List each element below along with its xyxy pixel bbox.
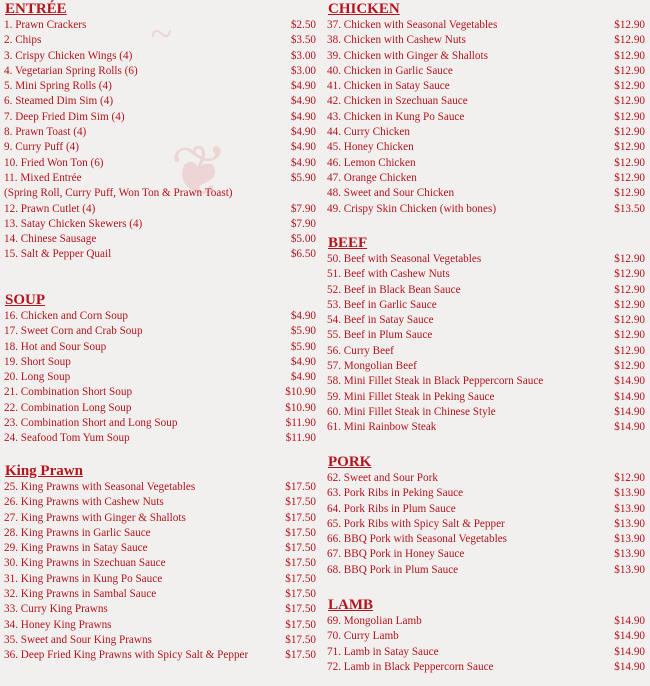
menu-item [4,125,316,140]
menu-item [327,471,645,486]
menu-item-name: 32. King Prawns in Sambal Sauce [4,588,157,601]
menu-item [327,486,645,501]
section-heading: PORK [328,454,372,470]
menu-item [327,502,645,517]
menu-item-price: $13.90 [614,487,645,500]
menu-item-name: 29. King Prawns in Satay Sauce [4,542,148,555]
menu-item-price [312,186,316,201]
menu-item-price: $12.90 [614,253,645,265]
menu-item [4,140,316,155]
menu-item-price: $4.90 [290,355,316,368]
menu-item-name: 58. Mini Fillet Steak in Black Peppercorn Sauce [327,375,544,388]
menu-item-price: $14.90 [614,421,645,434]
menu-item-name: 47. Orange Chicken [327,171,417,184]
menu-item-price: $14.90 [614,615,645,627]
menu-item-price: $12.90 [614,141,645,154]
menu-item-price: $17.50 [285,511,316,524]
menu-item [4,480,316,495]
menu-item [4,511,316,526]
section-heading: BEEF [328,235,368,251]
menu-item-price: $17.50 [285,633,316,646]
menu-item-name: 27. King Prawns with Ginger & Shallots [4,511,186,524]
menu-item [4,171,316,186]
menu-item-price: $12.90 [614,126,645,139]
menu-item [4,431,316,446]
menu-item [4,587,316,602]
menu-item [327,313,645,328]
menu-item [4,232,316,247]
menu-item-price: $17.50 [285,618,316,631]
menu-item-price: $4.90 [290,310,316,322]
menu-item [327,547,645,562]
menu-item-name: 34. Honey King Prawns [4,618,112,631]
section-heading: LAMB [328,597,373,613]
menu-item [4,633,316,648]
menu-item-name: 22. Combination Long Soup [4,401,132,414]
menu-item-name: 67. BBQ Pork in Honey Sauce [327,548,465,561]
menu-item-name: 23. Combination Short and Long Soup [4,417,178,430]
menu-item-name: 8. Prawn Toast (4) [4,126,87,139]
menu-item [4,526,316,541]
menu-item-name: 30. King Prawns in Szechuan Sauce [4,557,166,570]
menu-item-price: $12.90 [614,329,645,342]
menu-item-price: $12.90 [614,283,645,296]
menu-item-price: $4.90 [290,110,316,123]
menu-item-name: 51. Beef with Cashew Nuts [327,268,450,281]
menu-item [4,18,316,33]
menu-item [327,390,645,405]
menu-item-price: $14.90 [614,630,645,643]
menu-item-price: $14.90 [614,660,645,673]
menu-item-price: $14.90 [614,375,645,388]
menu-item [327,18,645,33]
menu-item [4,79,316,94]
watermark-script: ~ [150,11,172,56]
menu-item-price: $10.90 [285,401,316,414]
menu-item [327,252,645,267]
menu-item-name: 35. Sweet and Sour King Prawns [4,633,152,646]
menu-item [327,645,645,660]
menu-item [4,94,316,109]
menu-item-name: 1. Prawn Crackers [4,19,87,31]
menu-item-name: 37. Chicken with Seasonal Vegetables [327,19,498,31]
menu-item-price: $14.90 [614,405,645,418]
menu-item-name: 33. Curry King Prawns [4,603,108,616]
menu-item-price: $13.50 [614,202,645,215]
menu-item-name: 19. Short Soup [4,355,71,368]
section-heading: CHICKEN [328,1,400,17]
menu-item-name: (Spring Roll, Curry Puff, Won Ton & Prawn Toast) [4,187,233,200]
menu-item [4,49,316,64]
section-heading: ENTRÉE [5,1,67,17]
menu-item-price: $12.90 [614,187,645,200]
menu-item [327,267,645,282]
menu-item-name: 17. Sweet Corn and Crab Soup [4,325,143,338]
menu-item-price: $6.50 [290,248,316,261]
menu-item-price: $12.90 [614,314,645,327]
menu-item-name: 39. Chicken with Ginger & Shallots [327,49,488,62]
menu-item-name: 5. Mini Spring Rolls (4) [4,80,112,93]
menu-item-name: 50. Beef with Seasonal Vegetables [327,253,482,265]
menu-item-price: $13.90 [614,517,645,530]
menu-item-name: 53. Beef in Garlic Sauce [327,298,437,311]
menu-item-name: 43. Chicken in Kung Po Sauce [327,110,465,123]
menu-item [327,110,645,125]
menu-item [4,541,316,556]
menu-item [4,416,316,431]
menu-item [327,405,645,420]
menu-item [327,33,645,48]
menu-item-name: 28. King Prawns in Garlic Sauce [4,526,151,539]
menu-item [327,94,645,109]
menu-item [327,49,645,64]
menu-item-price: $17.50 [285,649,316,662]
menu-item-name: 18. Hot and Sour Soup [4,340,107,353]
menu-item-name: 4. Vegetarian Spring Rolls (6) [4,64,138,77]
menu-item-name: 3. Crispy Chicken Wings (4) [4,49,133,62]
menu-item-name: 15. Salt & Pepper Quail [4,248,112,261]
menu-item-price: $17.50 [285,542,316,555]
menu-item-price: $13.90 [614,563,645,576]
menu-item [4,202,316,217]
menu-item-price: $17.50 [285,603,316,616]
menu-item [4,385,316,400]
menu-item-price: $13.90 [614,533,645,546]
menu-item [4,247,316,262]
menu-item-name: 64. Pork Ribs in Plum Sauce [327,502,456,515]
menu-item-name: 56. Curry Beef [327,344,394,357]
menu-section-pork [327,453,645,578]
menu-item-price: $12.90 [614,19,645,31]
menu-item-name: 57. Mongolian Beef [327,360,417,373]
menu-item [327,202,645,217]
menu-item-price: $11.90 [285,417,316,430]
menu-item-price: $12.90 [614,80,645,93]
menu-item-price: $17.50 [285,496,316,509]
menu-item-name: 55. Beef in Plum Sauce [327,329,433,342]
menu-item-name: 54. Beef in Satay Sauce [327,314,434,327]
menu-item-price: $3.00 [290,64,316,77]
menu-item [4,602,316,617]
menu-item-name: 49. Crispy Skin Chicken (with bones) [327,202,497,215]
menu-item [327,186,645,201]
menu-item-price: $7.90 [290,217,316,230]
menu-section-king-prawn [4,462,316,664]
menu-item-price: $4.90 [290,126,316,139]
section-heading: King Prawn [5,463,83,479]
menu-item-price: $17.50 [285,557,316,570]
menu-item-price: $17.50 [285,588,316,601]
menu-item [327,79,645,94]
menu-item-price: $12.90 [614,298,645,311]
menu-item-price: $12.90 [614,34,645,47]
menu-item-price: $12.90 [614,344,645,357]
menu-item [327,125,645,140]
menu-item-price: $12.90 [614,360,645,373]
menu-item-price: $12.90 [614,110,645,123]
menu-item-price: $17.50 [285,526,316,539]
menu-item-name: 48. Sweet and Sour Chicken [327,187,455,200]
menu-item [327,359,645,374]
menu-item [327,374,645,389]
menu-item-price: $4.90 [290,80,316,93]
menu-item-price: $4.90 [290,371,316,384]
menu-item-name: 63. Pork Ribs in Peking Sauce [327,487,464,500]
menu-item-price: $3.00 [290,49,316,62]
menu-item-name: 42. Chicken in Szechuan Sauce [327,95,468,108]
menu-item-name: 70. Curry Lamb [327,630,399,643]
menu-item [4,648,316,663]
menu-item-name: 69. Mongolian Lamb [327,615,422,627]
menu-item [4,110,316,125]
menu-item-name: 26. King Prawns with Cashew Nuts [4,496,164,509]
menu-item [4,355,316,370]
menu-item-price: $11.90 [285,432,316,445]
menu-item [4,340,316,355]
menu-item [4,495,316,510]
menu-item-name: 14. Chinese Sausage [4,233,97,246]
menu-item-name: 71. Lamb in Satay Sauce [327,645,439,658]
menu-item-price: $3.50 [290,34,316,47]
menu-item-name: 21. Combination Short Soup [4,386,133,399]
menu-section-soup [4,291,316,447]
menu-item [4,324,316,339]
menu-item [327,660,645,675]
menu-item-name: 59. Mini Fillet Steak in Peking Sauce [327,390,495,403]
menu-item [327,344,645,359]
menu-item-price: $12.90 [614,95,645,108]
menu-item-name: 10. Fried Won Ton (6) [4,156,104,169]
menu-item-price: $5.90 [290,340,316,353]
menu-item [4,186,316,201]
menu-item [4,618,316,633]
menu-item-name: 46. Lemon Chicken [327,156,416,169]
menu-item-price: $4.90 [290,95,316,108]
menu-item-price: $13.90 [614,502,645,515]
menu-item-name: 60. Mini Fillet Steak in Chinese Style [327,405,496,418]
menu-item [327,532,645,547]
menu-item-name: 2. Chips [4,34,42,47]
menu-item-price: $13.90 [614,548,645,561]
menu-item [4,572,316,587]
menu-item-name: 45. Honey Chicken [327,141,414,154]
menu-item-price: $17.50 [285,481,316,493]
menu-item-name: 36. Deep Fried King Prawns with Spicy Salt & Pepper [4,649,249,662]
menu-item-name: 13. Satay Chicken Skewers (4) [4,217,143,230]
menu-item-price: $14.90 [614,390,645,403]
menu-item-name: 41. Chicken in Satay Sauce [327,80,450,93]
menu-item-price: $5.90 [290,325,316,338]
menu-item-price: $10.90 [285,386,316,399]
menu-item-name: 52. Beef in Black Bean Sauce [327,283,461,296]
menu-item [4,401,316,416]
menu-item [4,370,316,385]
menu-item-price: $5.90 [290,171,316,184]
menu-item [327,629,645,644]
menu-item [327,517,645,532]
menu-item [327,563,645,578]
menu-item [4,33,316,48]
menu-item-name: 25. King Prawns with Seasonal Vegetables [4,481,196,493]
menu-item [4,64,316,79]
menu-item-name: 61. Mini Rainbow Steak [327,421,437,434]
menu-item-price: $4.90 [290,141,316,154]
menu-item-price: $12.90 [614,268,645,281]
watermark-ornament: ❦ [170,134,229,211]
menu-item-price: $5.00 [290,233,316,246]
menu-item-name: 38. Chicken with Cashew Nuts [327,34,466,47]
menu-item-name: 72. Lamb in Black Peppercorn Sauce [327,660,494,673]
menu-item [327,298,645,313]
menu-section-beef [327,234,645,436]
menu-section-lamb [327,596,645,675]
menu-item-name: 62. Sweet and Sour Pork [327,472,438,484]
menu-item-name: 9. Curry Puff (4) [4,141,79,154]
section-heading: SOUP [5,292,46,308]
menu-item [4,556,316,571]
menu-item-name: 44. Curry Chicken [327,126,410,139]
menu-item-name: 6. Steamed Dim Sim (4) [4,95,114,108]
menu-item-name: 12. Prawn Cutlet (4) [4,202,96,215]
menu-section-chicken [327,0,645,217]
menu-item [327,171,645,186]
menu-item [327,140,645,155]
menu-item-price: $17.50 [285,572,316,585]
menu-item-price: $7.90 [290,202,316,215]
menu-item-price: $14.90 [614,645,645,658]
menu-item-price: $12.90 [614,49,645,62]
menu-item [327,64,645,79]
menu-item-price: $12.90 [614,64,645,77]
menu-item-name: 31. King Prawns in Kung Po Sauce [4,572,163,585]
menu-item-price: $4.90 [290,156,316,169]
menu-item-price: $12.90 [614,171,645,184]
menu-item-name: 11. Mixed Entrée [4,171,82,184]
menu-item [4,156,316,171]
menu-item-name: 16. Chicken and Corn Soup [4,310,128,322]
menu-item [327,420,645,435]
menu-item-name: 24. Seafood Tom Yum Soup [4,432,130,445]
menu-item-price: $2.50 [290,19,316,31]
menu-item-price: $12.90 [614,472,645,484]
menu-item [4,309,316,324]
menu-item-name: 7. Deep Fried Dim Sim (4) [4,110,125,123]
menu-item [327,614,645,629]
menu-item [4,217,316,232]
menu-item-name: 66. BBQ Pork with Seasonal Vegetables [327,533,508,546]
menu-item-price: $12.90 [614,156,645,169]
menu-item-name: 68. BBQ Pork in Plum Sauce [327,563,459,576]
menu-item-name: 65. Pork Ribs with Spicy Salt & Pepper [327,517,505,530]
menu-item [327,328,645,343]
menu-item [327,156,645,171]
menu-item-name: 20. Long Soup [4,371,71,384]
menu-section-entr-e [4,0,316,263]
menu-item [327,283,645,298]
menu-item-name: 40. Chicken in Garlic Sauce [327,64,453,77]
